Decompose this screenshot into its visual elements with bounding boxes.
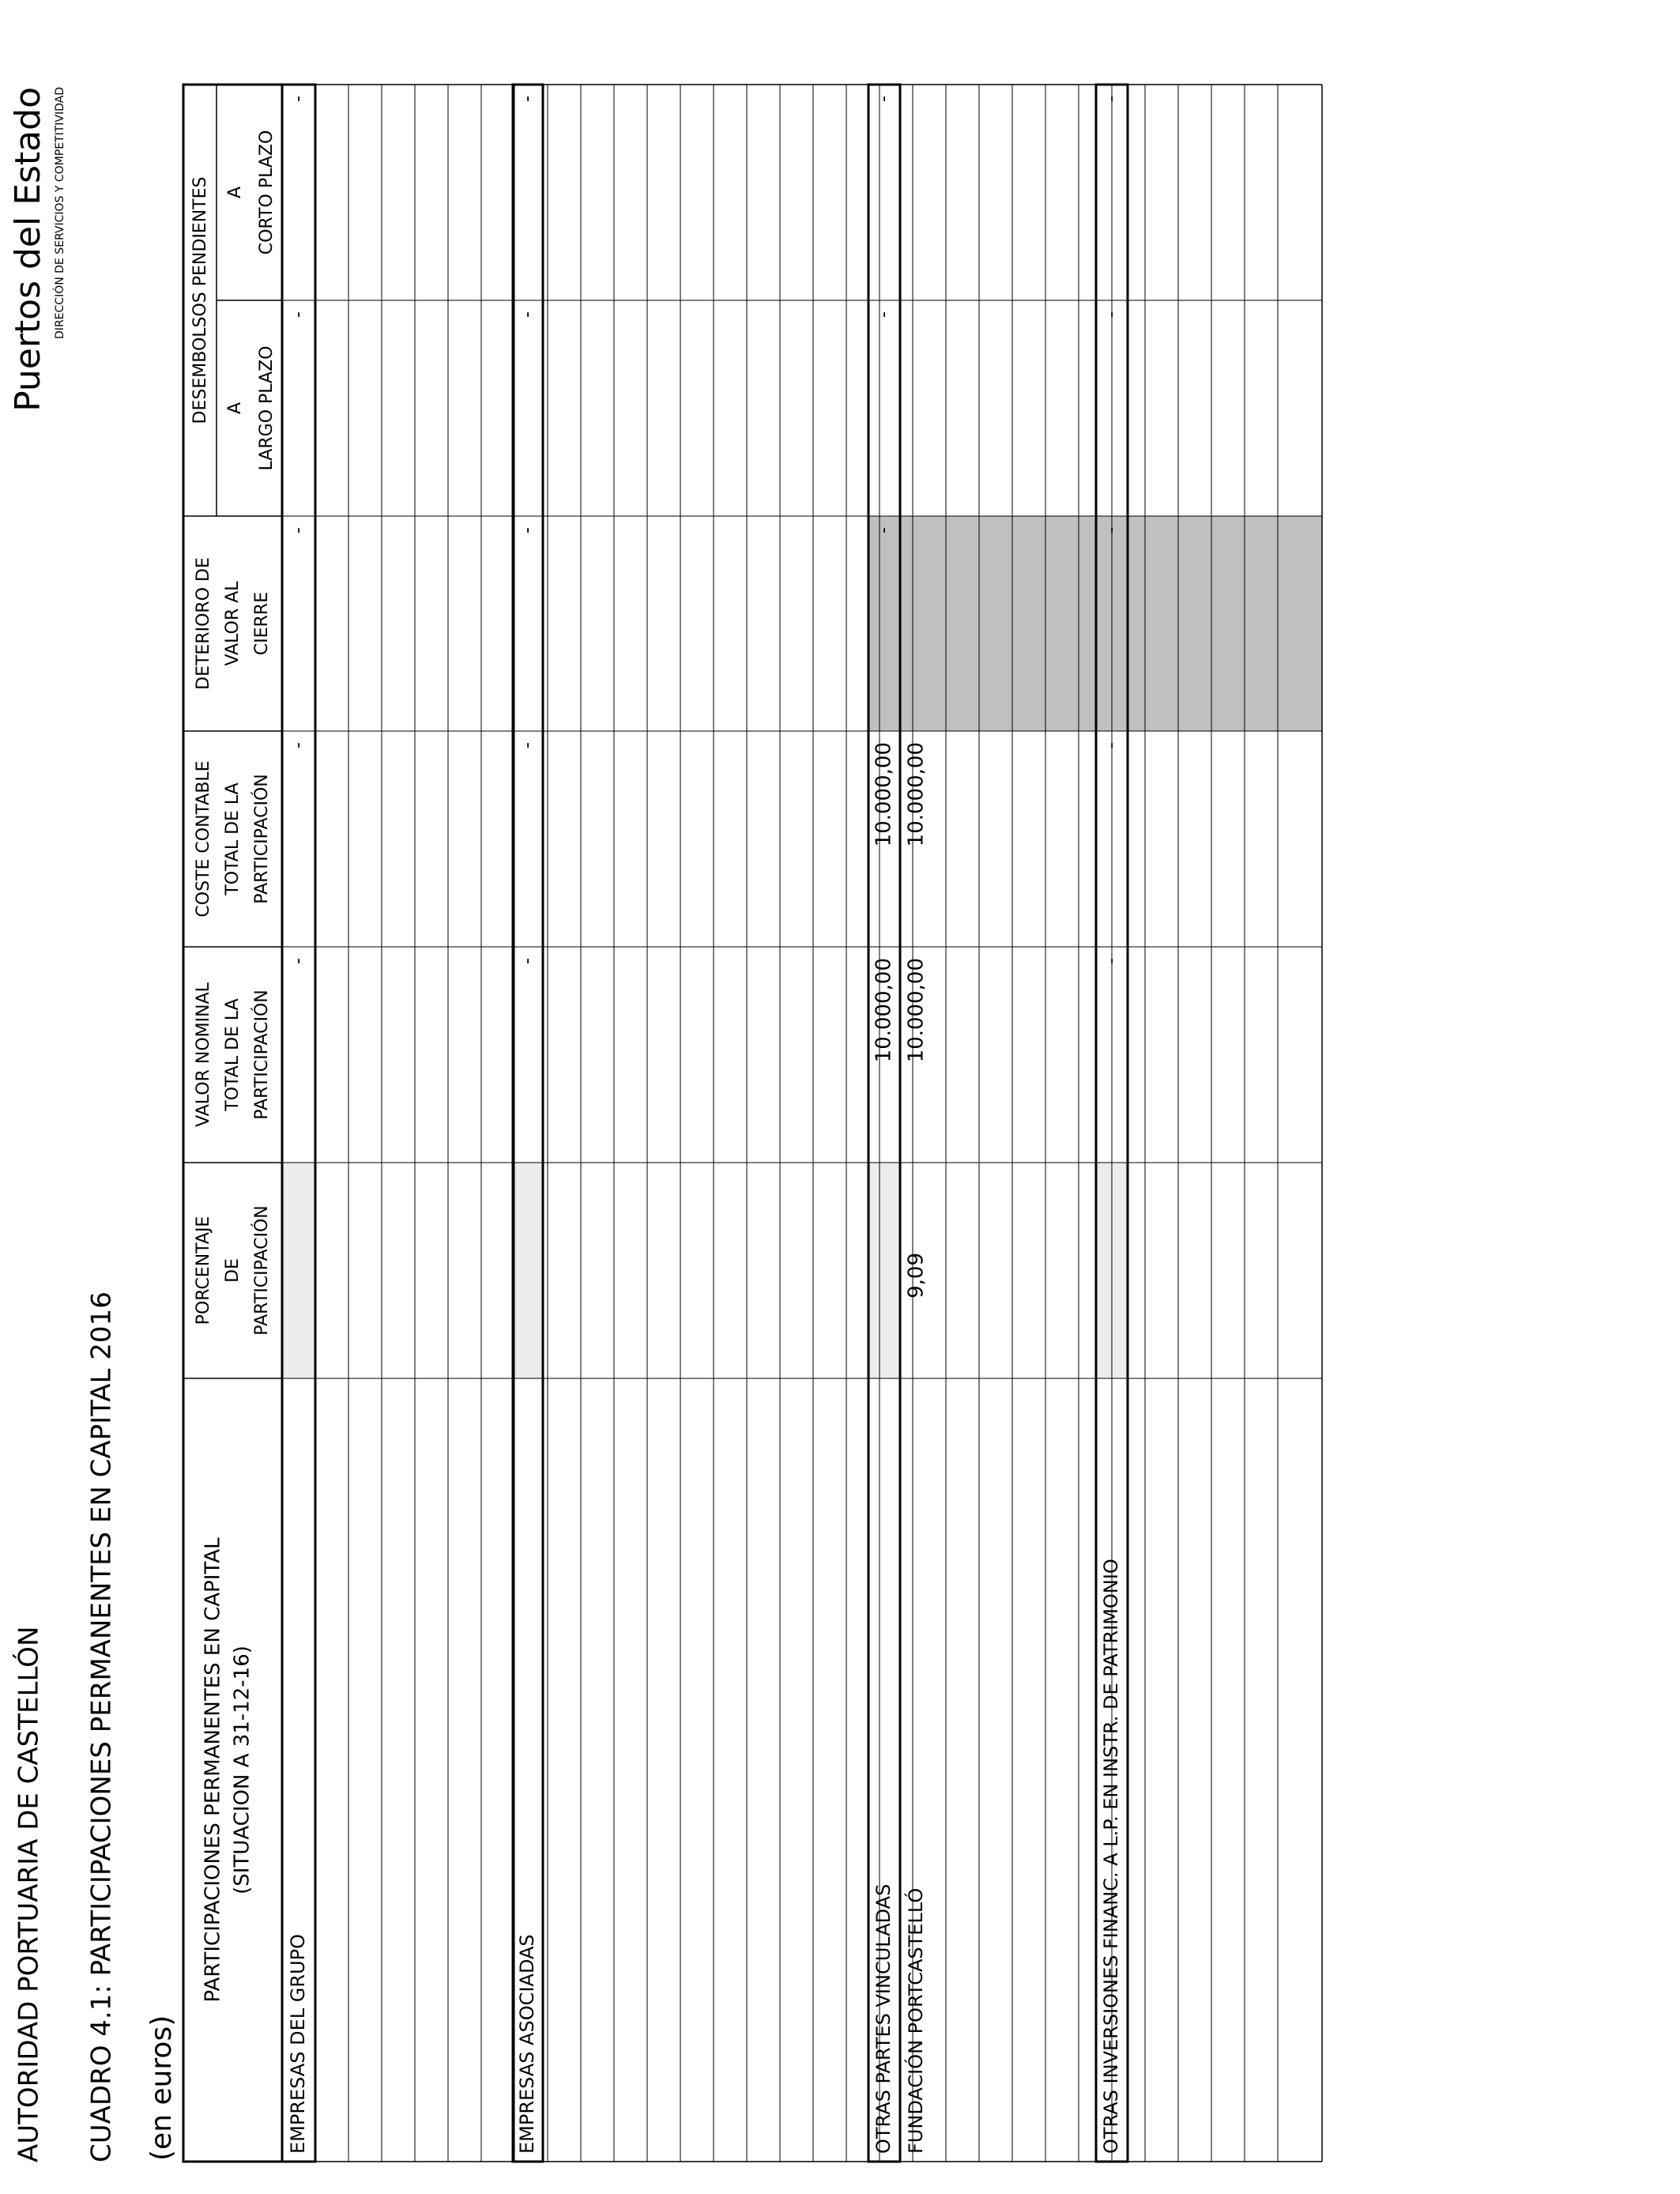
- units-label: (en euros): [145, 2015, 178, 2161]
- section-coste: -: [1102, 742, 1121, 748]
- header-largo: A: [225, 401, 245, 415]
- section-corto: -: [874, 96, 894, 102]
- header-nominal: PARTICIPACIÓN: [252, 990, 272, 1120]
- section-coste: -: [288, 742, 308, 748]
- table-grid: [183, 85, 1322, 2162]
- section-deterioro: -: [1102, 527, 1121, 533]
- section-nominal: -: [288, 958, 308, 964]
- header-deterioro: DETERIORO DE: [194, 557, 213, 690]
- detail-label: FUNDACIÓN PORTCASTELLÓ: [905, 1887, 927, 2154]
- header-pct: PORCENTAJE: [194, 1216, 213, 1325]
- logo-subtitle: DIRECCIÓN DE SERVICIOS Y COMPETITIVIDAD: [54, 87, 66, 339]
- section-frame: [868, 85, 900, 2162]
- section-nominal: -: [518, 958, 537, 964]
- section-corto: -: [1102, 96, 1121, 102]
- section-label: EMPRESAS DEL GRUPO: [287, 1934, 309, 2154]
- section-nominal: -: [1102, 958, 1121, 964]
- header-deterioro: CIERRE: [252, 591, 272, 656]
- report-title: CUADRO 4.1: PARTICIPACIONES PERMANENTES EN CAPITAL 2016: [85, 1291, 118, 2162]
- section-coste: -: [518, 742, 537, 748]
- section-label: EMPRESAS ASOCIADAS: [516, 1934, 538, 2154]
- header-nominal: TOTAL DE LA: [223, 998, 243, 1111]
- header-entity: PARTICIPACIONES PERMANENTES EN CAPITAL: [201, 1537, 225, 2003]
- section-frame: [282, 85, 315, 2162]
- section-largo: -: [1102, 311, 1121, 318]
- header-pct: DE: [223, 1258, 243, 1283]
- header-pct: PARTICIPACIÓN: [252, 1205, 272, 1336]
- header-nominal: VALOR NOMINAL: [194, 982, 213, 1127]
- section-nominal: 10.000,00: [872, 958, 896, 1063]
- header-desembolsos: DESEMBOLSOS PENDIENTES: [190, 176, 210, 424]
- section-largo: -: [874, 311, 894, 318]
- header-deterioro: VALOR AL: [223, 581, 243, 666]
- header-largo: LARGO PLAZO: [257, 345, 277, 471]
- detail-coste: 10.000,00: [904, 742, 929, 847]
- detail-nominal: 10.000,00: [904, 958, 929, 1063]
- section-corto: -: [288, 96, 308, 102]
- header-corto: CORTO PLAZO: [257, 130, 277, 255]
- pct-hatch: [282, 1163, 315, 1378]
- pct-hatch: [868, 1163, 900, 1378]
- section-largo: -: [288, 311, 308, 318]
- header-coste: PARTICIPACIÓN: [252, 774, 272, 904]
- section-frame: [513, 85, 543, 2162]
- section-deterioro: -: [518, 527, 537, 533]
- section-label: OTRAS PARTES VINCULADAS: [872, 1883, 895, 2154]
- logo-name: Puertos del Estado: [8, 87, 48, 412]
- detail-pct: 9,09: [904, 1253, 929, 1299]
- header-coste: COSTE CONTABLE: [194, 760, 213, 918]
- header-entity-date: (SITUACION A 31-12-16): [230, 1646, 254, 1894]
- header-coste: TOTAL DE LA: [223, 782, 243, 895]
- section-deterioro: -: [874, 527, 894, 533]
- table-text: [8, 87, 1122, 2162]
- section-largo: -: [518, 311, 537, 318]
- section-corto: -: [518, 96, 537, 102]
- section-label: OTRAS INVERSIONES FINANC. A L.P. EN INSTR. DE PATRIMONIO: [1100, 1559, 1122, 2154]
- pct-hatch: [513, 1163, 543, 1378]
- section-deterioro: -: [288, 527, 308, 533]
- section-coste: 10.000,00: [872, 742, 896, 847]
- org-name: AUTORIDAD PORTUARIA DE CASTELLÓN: [13, 1626, 45, 2162]
- header-corto: A: [225, 186, 245, 199]
